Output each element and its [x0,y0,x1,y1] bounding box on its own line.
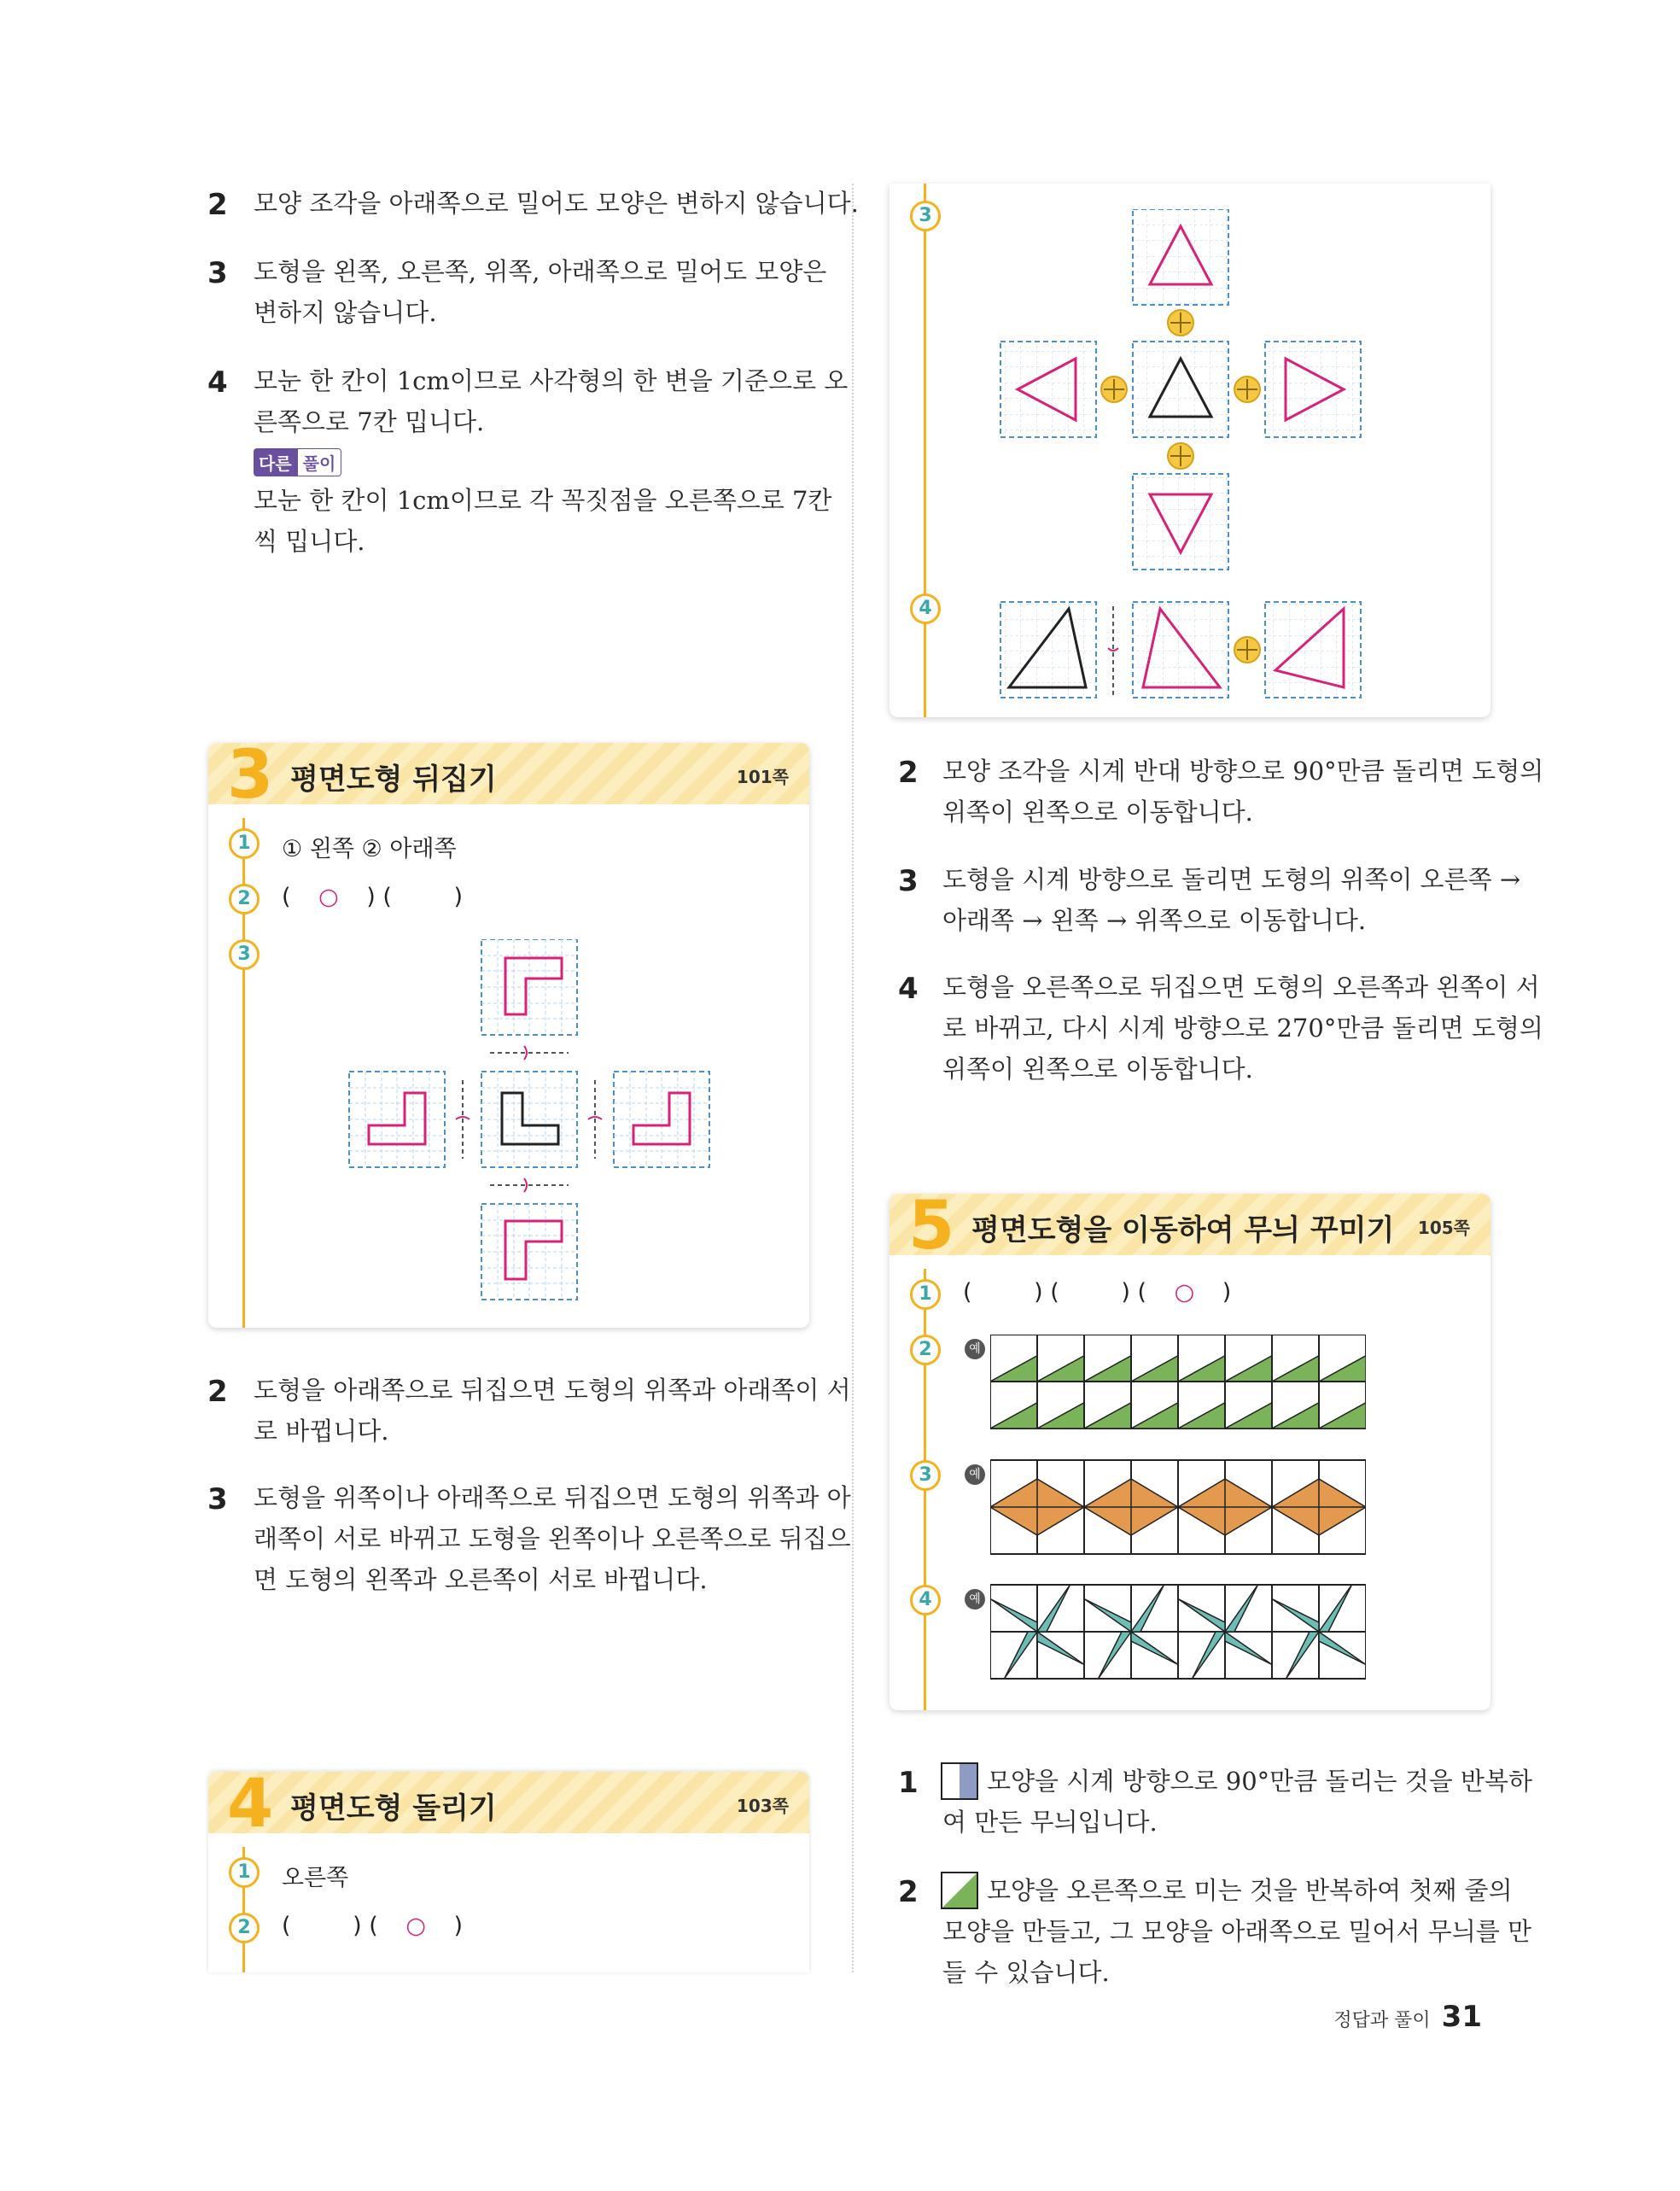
answer-choice [282,884,463,910]
circle-mark: ○ [318,884,339,910]
item-text: 위쪽이 왼쪽으로 이동합니다. [942,798,1253,827]
item-text: 도형을 시계 방향으로 돌리면 도형의 위쪽이 오른쪽 → [942,865,1521,894]
pattern-diagrams [990,1335,1366,1693]
example-badge: 예 [965,1464,985,1485]
section-number: 4 [227,1766,274,1843]
section-card-flip [208,737,809,1328]
item-text: 로 바뀝니다. [254,1417,389,1446]
section-card-rotate [208,1766,809,1972]
page-footer [1333,2000,1482,2034]
rotation-diagram [958,209,1470,713]
item-text: 여 만든 무늬입니다. [942,1808,1158,1837]
grid-q4-flipped [1133,602,1228,698]
section-number: 5 [908,1188,955,1265]
alt-text: 모눈 한 칸이 1cm이므로 각 꼭짓점을 오른쪽으로 7칸 [254,486,832,515]
section-page-ref: 105쪽 [1417,1218,1470,1238]
item-text: 도형을 위쪽이나 아래쪽으로 뒤집으면 도형의 위쪽과 아 [254,1483,851,1512]
item-number: 4 [898,972,919,1006]
section-page-ref: 101쪽 [736,767,789,787]
alt-text: 씩 밉니다. [254,527,365,556]
example-badge: 예 [965,1339,985,1359]
grid-right [614,1072,709,1167]
page-number: 31 [1441,2000,1482,2034]
item-text: 변하지 않습니다. [254,298,437,327]
grid-bottom [481,1204,577,1300]
circle-mark: ○ [1174,1279,1195,1306]
item-text: 로 바뀌고, 다시 시계 방향으로 270°만큼 돌리면 도형의 [942,1014,1543,1043]
answer-number: 2 [910,1335,941,1365]
item-text: 모양 조각을 아래쪽으로 밀어도 모양은 변하지 않습니다. [254,189,859,218]
item-text: 모눈 한 칸이 1cm이므로 사각형의 한 변을 기준으로 오 [254,366,849,395]
answer-number: 3 [910,1460,941,1491]
answer-number: 2 [229,1913,260,1943]
section-title: 평면도형을 이동하여 무늬 꾸미기 [971,1213,1395,1247]
item-text: 모양을 시계 방향으로 90°만큼 돌리는 것을 반복하 [987,1767,1532,1796]
answer-text: ① 왼쪽 ② 아래쪽 [282,836,457,862]
section-card-pattern [890,1188,1490,1710]
item-text: 들 수 있습니다. [942,1958,1110,1987]
answer-choice [963,1279,1231,1306]
grid-left [349,1072,445,1167]
paren: ) [453,884,464,910]
answer-number: 2 [229,884,260,914]
split-square-icon [941,1762,978,1800]
paren: ) ( [1121,1279,1147,1306]
answer-number: 3 [910,201,941,231]
flip-arrow-icon [456,1046,602,1192]
item-number: 3 [207,256,228,290]
pattern-green-triangles [990,1335,1366,1429]
alt-badge-label: 풀이 [297,448,342,476]
item-number: 3 [898,864,919,898]
paren: ) ( [366,884,392,910]
item-text: 도형을 오른쪽으로 뒤집으면 도형의 오른쪽과 왼쪽이 서 [942,973,1540,1002]
pattern-teal-pinwheels [990,1585,1366,1679]
answer-number: 4 [910,1585,941,1615]
item-number: 2 [207,1375,228,1409]
paren: ( [282,1913,291,1939]
item-text: 도형을 왼쪽, 오른쪽, 위쪽, 아래쪽으로 밀어도 모양은 [254,257,827,286]
item-text: 모양을 오른쪽으로 미는 것을 반복하여 첫째 줄의 [987,1876,1513,1905]
item-text: 래쪽이 서로 바뀌고 도형을 왼쪽이나 오른쪽으로 뒤집으 [254,1524,851,1553]
item-text: 면 도형의 왼쪽과 오른쪽이 서로 바뀝니다. [254,1565,708,1594]
footer-label: 정답과 풀이 [1333,2010,1431,2031]
section-title: 평면도형 뒤집기 [290,762,497,797]
paren: ) [1222,1279,1232,1306]
paren: ) ( [1034,1279,1059,1306]
answer-choice [282,1913,463,1939]
item-text: 모양 조각을 시계 반대 방향으로 90°만큼 돌리면 도형의 [942,757,1544,786]
item-text: 위쪽이 왼쪽으로 이동합니다. [942,1055,1253,1084]
section-page-ref: 103쪽 [736,1796,789,1816]
paren: ) [453,1913,464,1939]
paren: ( [282,884,291,910]
answer-text: 오른쪽 [282,1865,349,1891]
column-divider [852,184,854,1972]
alt-badge-label: 다른 [254,448,297,476]
circle-mark: ○ [405,1913,426,1939]
rotation-answers-card [890,184,1490,717]
item-number: 3 [207,1482,228,1516]
item-number: 4 [207,365,228,400]
grid-q4-rotated [1265,602,1361,698]
answer-number: 4 [910,593,941,624]
answer-number: 1 [229,1857,260,1888]
paren: ( [963,1279,972,1306]
section-number: 3 [227,737,274,814]
section-title: 평면도형 돌리기 [290,1791,497,1826]
item-text: 모양을 만들고, 그 모양을 아래쪽으로 밀어서 무늬를 만 [942,1917,1532,1946]
flip-diagram [277,939,789,1315]
answer-number: 1 [229,828,260,859]
pattern-orange-diamonds [990,1460,1366,1554]
answer-number: 3 [229,939,260,970]
item-text: 도형을 아래쪽으로 뒤집으면 도형의 위쪽과 아래쪽이 서 [254,1376,851,1405]
item-number: 1 [898,1766,919,1800]
grid-q4-original [1000,602,1096,698]
grid-top [481,939,577,1035]
item-number: 2 [898,1875,919,1909]
grid-center [481,1072,577,1167]
example-badge: 예 [965,1589,985,1610]
item-number: 2 [898,756,919,790]
triangle-square-icon [941,1872,978,1909]
answer-line [924,184,926,717]
paren: ) ( [353,1913,378,1939]
item-number: 2 [207,188,228,222]
alt-solution-badge [254,448,341,476]
item-text: 른쪽으로 7칸 밉니다. [254,407,485,436]
item-text: 아래쪽 → 왼쪽 → 위쪽으로 이동합니다. [942,906,1367,935]
answer-number: 1 [910,1279,941,1310]
